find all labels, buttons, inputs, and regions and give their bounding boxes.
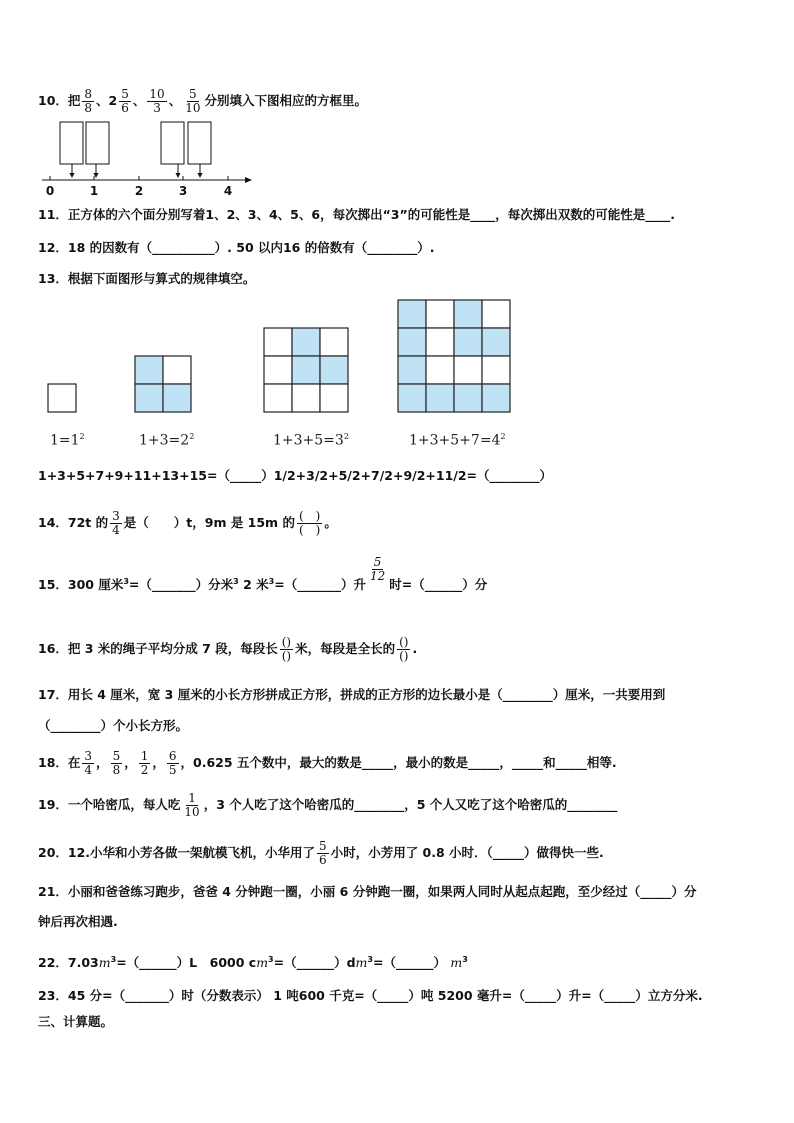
square-1x1 <box>48 384 76 412</box>
caption-2-text: 1+3=2 <box>139 432 190 449</box>
caption-3 <box>273 432 349 449</box>
question-23: 23．45 分=（_______）时（分数表示） 1 吨600 千克=（_____）吨 5200 毫升=（_____）升=（_____）立方分米. <box>38 988 703 1003</box>
q14-f2-den: ( ) <box>298 523 321 537</box>
q14-fraction <box>110 510 122 537</box>
axis-label-0: 0 <box>45 184 55 198</box>
question-13: 13．根据下面图形与算式的规律填空。 <box>38 271 256 286</box>
q22-d: =（______） <box>372 955 446 971</box>
question-18: 18．在 $\frac{3}{4}$ ， $\frac{5}{8}$ ， $\frac{1}{2}$ ， $\frac{6}{5}$ ，0.625 五个数中，最大的数是_____，最小的数是_____，_____和_____相等. <box>38 749 617 777</box>
q19-fraction <box>182 792 201 819</box>
q10-f3-den: 3 <box>153 101 161 115</box>
q15-a: 15．300 厘米 <box>38 577 124 593</box>
arrow-head-1 <box>70 173 75 178</box>
q10-f1-num: 8 <box>84 87 93 101</box>
q14-b: 是（ ）t，9m 是 15m 的 <box>123 515 295 530</box>
q19-f-num: 1 <box>188 791 196 805</box>
caption-4-text: 1+3+5+7=4 <box>409 432 501 449</box>
q10-sep1: 、2 <box>96 93 118 108</box>
q15-f-den: 12 <box>369 569 386 584</box>
q16-f2-den: () <box>399 649 409 663</box>
q22-sup3: 3 <box>367 955 373 964</box>
q18-f2-num: 5 <box>112 749 121 763</box>
question-11: 11．正方体的六个面分别写着1、2、3、4、5、6，每次掷出“3”的可能性是____，每次掷出双数的可能性是____. <box>38 207 675 222</box>
caption-4-sup: 2 <box>500 432 506 441</box>
q18-fraction-3 <box>139 750 151 777</box>
q18-f1-num: 3 <box>84 749 93 763</box>
q20-b: 小时，小芳用了 0.8 小时．（_____）做得快一些. <box>330 845 604 860</box>
q20-f-den: 6 <box>319 853 327 867</box>
arrow-head-3 <box>176 173 181 178</box>
caption-1 <box>50 432 85 449</box>
q14-f-den: 4 <box>112 523 120 537</box>
q14-a: 14．72t 的 <box>38 515 109 530</box>
q16-blank-fraction-2[interactable] <box>397 636 410 663</box>
q16-a: 16．把 3 米的绳子平均分成 7 段，每段长 <box>38 641 278 656</box>
q18-a: 18．在 <box>38 755 81 770</box>
q22-m4: m <box>450 955 463 971</box>
q22-sup2: 3 <box>268 955 274 964</box>
q10-f2-den: 6 <box>121 101 129 115</box>
question-17-line-2: （________）个小长方形。 <box>38 718 189 733</box>
q20-a: 20．12.小华和小芳各做一架航模飞机，小华用了 <box>38 845 316 860</box>
q22-m3: m <box>355 955 368 971</box>
question-12: 12．18 的因数有（__________）. 50 以内16 的倍数有（________）. <box>38 240 435 255</box>
axis-label-1: 1 <box>89 184 99 198</box>
caption-2-sup: 2 <box>189 432 195 441</box>
q14-c: 。 <box>324 515 337 530</box>
caption-2 <box>139 432 194 449</box>
q10-suffix: 分别填入下图相应的方框里。 <box>204 93 367 108</box>
q22-m1: m <box>98 955 111 971</box>
q14-f-num: 3 <box>112 509 120 523</box>
question-14 <box>38 508 337 538</box>
q22-b: =（______）L 6000 c <box>116 955 257 971</box>
caption-3-sup: 2 <box>343 432 349 441</box>
arrow-head-4 <box>198 173 203 178</box>
q10-fraction-4 <box>183 88 202 115</box>
q10-f1-den: 8 <box>84 101 93 115</box>
question-21-line-1: 21．小丽和爸爸练习跑步，爸爸 4 分钟跑一圈，小丽 6 分钟跑一圈，如果两人同时从起点起跑，至少经过（_____）分 <box>38 884 697 899</box>
axis-arrow-head <box>245 177 252 183</box>
q15-sup2: 3 <box>233 577 239 586</box>
q16-c: . <box>412 641 418 656</box>
q18-f3-num: 1 <box>140 749 149 763</box>
q19-f-den: 10 <box>184 805 200 819</box>
q13-square-figures <box>40 298 520 418</box>
q19-a: 19．一个哈密瓜，每人吃 <box>38 797 181 812</box>
q10-f2-num: 5 <box>121 87 129 101</box>
caption-4 <box>409 432 506 449</box>
q10-fraction-3 <box>147 88 166 115</box>
answer-box-2[interactable] <box>86 122 109 164</box>
question-22 <box>38 951 468 972</box>
q15-e: 时=（______）分 <box>389 577 488 593</box>
q10-sep3: 、 <box>168 93 182 108</box>
q15-sup1: 3 <box>123 577 129 586</box>
q15-c: 2 米 <box>238 577 269 593</box>
axis-label-4: 4 <box>223 184 233 198</box>
q18-fraction-4 <box>167 750 179 777</box>
q15-b: =（_______）分米 <box>128 577 234 593</box>
q20-f-num: 5 <box>319 839 327 853</box>
question-20 <box>38 838 604 868</box>
q16-b: 米，每段是全长的 <box>295 641 396 656</box>
q18-f3-den: 2 <box>140 763 149 777</box>
answer-box-4[interactable] <box>188 122 211 164</box>
axis-label-3: 3 <box>178 184 188 198</box>
q10-f3-num: 10 <box>149 87 165 101</box>
q16-f-num: () <box>281 635 292 649</box>
q10-fraction-2 <box>119 88 131 115</box>
q16-f2-num: () <box>399 635 409 649</box>
q18-f2-den: 8 <box>112 763 121 777</box>
q15-f-num: 5 <box>373 555 382 570</box>
q10-f4-num: 5 <box>189 87 197 101</box>
q22-m2: m <box>256 955 269 971</box>
q18-f4-den: 5 <box>168 763 177 777</box>
q15-sup3: 3 <box>268 577 275 586</box>
answer-box-1[interactable] <box>60 122 83 164</box>
q22-a: 22．7.03 <box>38 955 99 971</box>
caption-1-sup: 2 <box>79 432 85 441</box>
q20-fraction <box>317 840 329 867</box>
q13-fill-line: 1+3+5+7+9+11+13+15=（_____）1/2+3/2+5/2+7/2+9/2+11/2=（________） <box>38 468 553 483</box>
caption-3-text: 1+3+5=3 <box>273 432 344 449</box>
square-2x2 <box>135 356 191 412</box>
square-3x3 <box>264 328 348 412</box>
q15-fraction <box>368 556 387 583</box>
question-16 <box>38 634 417 664</box>
q10-prefix: 10．把 <box>38 93 81 108</box>
q10-f4-den: 10 <box>185 101 201 115</box>
q16-blank-fraction-1[interactable] <box>280 636 293 663</box>
answer-box-3[interactable] <box>161 122 184 164</box>
q19-b: ，3 个人吃了这个哈密瓜的________，5 个人又吃了这个哈密瓜的________ <box>203 797 618 812</box>
q18-fraction-2 <box>111 750 123 777</box>
q18-b: ，0.625 五个数中，最大的数是_____，最小的数是_____，_____和_____相等. <box>180 755 617 770</box>
q18-f1-den: 4 <box>84 763 93 777</box>
caption-1-text: 1=1 <box>50 432 80 449</box>
q10-sep2: 、 <box>132 93 146 108</box>
q22-c: =（______）d <box>273 955 356 971</box>
q10-fraction-1 <box>82 88 94 115</box>
question-19 <box>38 790 617 820</box>
question-21-line-2: 钟后再次相遇. <box>38 914 118 929</box>
q18-f4-num: 6 <box>168 749 177 763</box>
q16-f-den: () <box>281 649 292 663</box>
square-4x4 <box>398 300 510 412</box>
q18-fraction-1 <box>82 750 94 777</box>
question-10 <box>38 88 367 115</box>
q22-sup4: 3 <box>462 955 468 964</box>
q22-sup1: 3 <box>110 955 117 964</box>
axis-label-2: 2 <box>134 184 144 198</box>
q14-blank-fraction[interactable] <box>297 510 322 537</box>
question-17-line-1: 17．用长 4 厘米，宽 3 厘米的小长方形拼成正方形，拼成的正方形的边长最小是（________）厘米，一共要用到 <box>38 687 666 702</box>
q15-d: =（_______）升 <box>274 577 366 593</box>
question-15 <box>38 555 488 600</box>
section-3-heading: 三、计算题。 <box>38 1014 114 1029</box>
q10-number-line-figure <box>40 118 260 198</box>
q14-f2-num: ( ) <box>298 509 321 523</box>
